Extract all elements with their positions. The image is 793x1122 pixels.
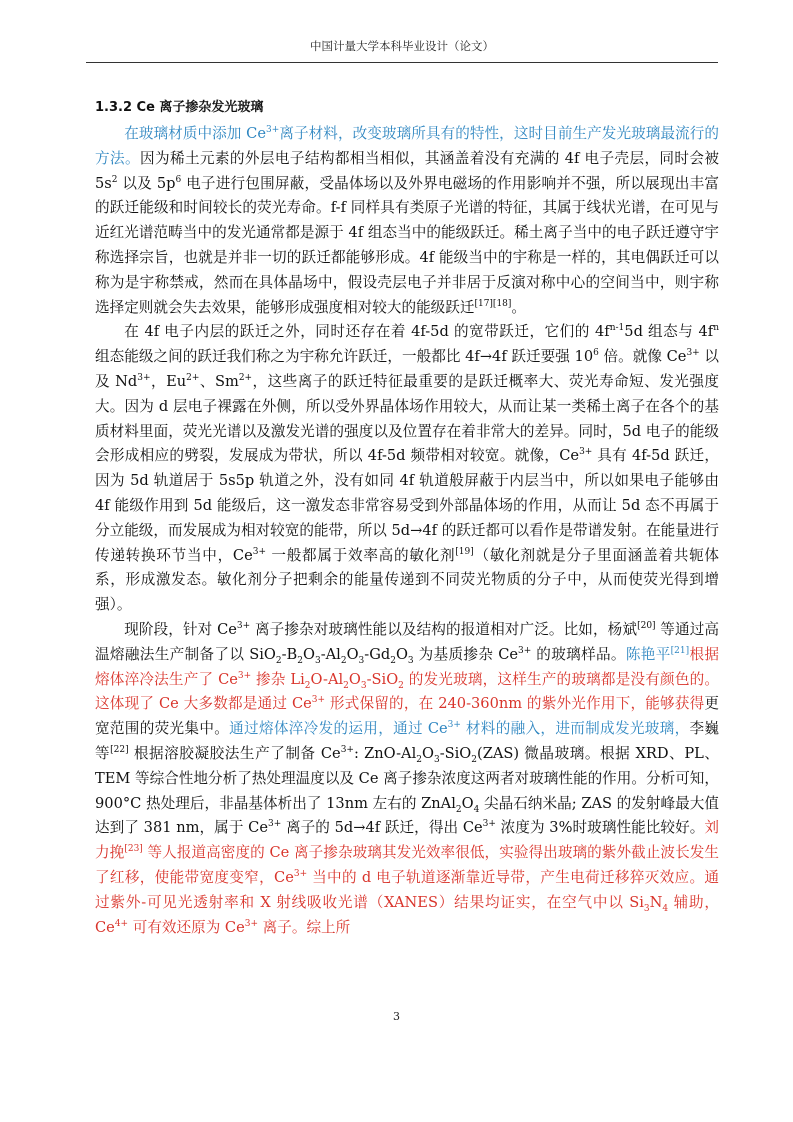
p3-s8-sub: 2	[390, 655, 396, 666]
p2-s6: ，Eu	[150, 372, 187, 390]
p3-s1: 现阶段，针对 Ce	[124, 620, 237, 638]
p3-s28-sub: 2	[455, 804, 462, 815]
p3-s31-sup: 3+	[482, 819, 496, 830]
p3-s15: O-Al	[310, 670, 344, 688]
p3-s11: 的玻璃样品。	[531, 645, 626, 663]
p1-s4-sup: 6	[175, 174, 182, 185]
p3-s18: 的发光玻璃，这样生产的玻璃都是没有颜色的。这体现了 Ce 大多数都是通过 Ce	[95, 670, 719, 713]
p3-s1-sup: 3+	[236, 621, 251, 632]
p3-s14-sub: 2	[304, 680, 311, 691]
p3-s35-sub: 3	[643, 903, 650, 914]
p3-s39: 离子。综上所	[258, 918, 351, 936]
p3-s38: 可有效还原为 Ce	[128, 918, 245, 936]
p2-s7-sup: 2+	[238, 373, 253, 384]
p2-s1: 在 4f 电子内层的跃迁之外，同时还存在着 4f-5d 的宽带跃迁，它们的 4f	[124, 323, 610, 341]
p2-s1-sup: n-1	[609, 323, 625, 334]
citation-23: [23]	[124, 844, 143, 855]
p1-s6: 。	[511, 298, 527, 316]
p2-s9: 具有 4f-5d 跃迁，因为 5d 轨道居于 5s5p 轨道之外，没有如同 4f 轨道般屏蔽于内层当中，所以如果电子能够由 4f 能级作用到 5d 能级后，这一激发态非常容易受到外部晶体场的作用，从而让 5d 态不再属于分立能级，而发展成为相对较宽的能带，所以 5d→4f 的跃迁都可以看作是带谱发射。在能量进行传递转换环节当中，Ce	[95, 447, 719, 564]
p3-s15-sub: 2	[343, 680, 349, 691]
p3-s16: O	[348, 670, 361, 688]
p2-s5: 以及 Nd	[95, 348, 719, 390]
p3-s24-sup: 3+	[340, 745, 354, 756]
p3-s27-sub: 2	[471, 754, 477, 765]
p3-s22: 材料的融入，进而制成发光玻璃，	[460, 720, 690, 738]
paragraph-1	[95, 122, 719, 320]
p3-s9-sub: 3	[407, 655, 414, 666]
p2-s10: 一般都属于效率高的敏化剂	[266, 546, 456, 564]
p3-s3-sub: 2	[275, 655, 282, 666]
p2-s8: ，这些离子的跃迁特征最重要的是跃迁概率大、荧光寿命短、发光强度大。因为 d 层电子裸露在外侧，所以受外界晶体场作用较大，从而让某一类稀土离子在各个的基质材料里面，荧光光谱以及激发光谱的强度以及位置存在着非常大的差异。同时，5d 电子的能级会形成相应的劈裂，发展成为带状，所以 4f-5d 频带相对较宽。就像，Ce	[95, 372, 719, 465]
citation-20: [20]	[637, 621, 656, 632]
p3-s27: -SiO	[439, 744, 472, 762]
p2-s4-sup: 3+	[686, 348, 700, 359]
p3-s25: : ZnO-Al	[353, 744, 417, 762]
p3-s34-sup: 3+	[293, 869, 308, 880]
p2-s6-sup: 2+	[186, 373, 200, 384]
page-header: 中国计量大学本科毕业设计（论文）	[86, 38, 718, 63]
citation-21: [21]	[670, 645, 690, 656]
p3-s4-sub: 2	[297, 655, 303, 666]
p3-s20: 更宽范围的荧光集中。	[95, 695, 719, 738]
p2-s3-sup: 6	[593, 348, 599, 359]
p3-s7: O	[346, 645, 359, 663]
p3-s13: 根据熔体淬冷法生产了 Ce	[95, 645, 719, 688]
p1-s3-sup: 2	[111, 174, 118, 185]
p3-s5: O	[303, 645, 315, 663]
p3-s21-sup: 3+	[447, 720, 461, 731]
p3-s34: 等人报道高密度的 Ce 离子掺杂玻璃其发光效率很低，实验得出玻璃的紫外截止波长发生了红移，使能带宽度变窄，Ce	[95, 844, 719, 886]
p3-s10: 为基质掺杂 Ce	[413, 645, 519, 663]
p3-s21: 通过熔体淬冷发的运用，通过 Ce	[229, 720, 448, 738]
p2-s11: （敏化剂就是分子里面涵盖着共轭体系，形成激发态。敏化剂分子把剩余的能量传递到不同荧光物质的分子中，从而使荧光得到增强）。	[95, 546, 719, 614]
p2-s8-sup: 3+	[579, 447, 593, 458]
paragraph-3	[95, 618, 719, 940]
p1-s1: 在玻璃材质中添加 Ce	[124, 125, 266, 142]
p3-s30-sup: 3+	[267, 819, 282, 830]
p3-s13-sup: 3+	[237, 670, 252, 681]
p3-s29: O	[461, 794, 474, 812]
p2-s7: 、Sm	[199, 372, 239, 390]
p3-s6-sub: 2	[340, 655, 347, 666]
p2-s2: 5d 组态与 4f	[624, 323, 714, 341]
p2-s3: 组态能级之间的跃迁我们称之为宇称允许跃迁，一般都比 4f→4f 跃迁要强 10	[95, 348, 594, 366]
p3-s26-sub: 3	[433, 754, 440, 765]
p2-s9-sup: 3+	[252, 546, 267, 557]
page-number: 3	[393, 1010, 400, 1023]
p3-s14: 掺杂 Li	[251, 670, 305, 688]
p3-s28: (ZAS) 微晶玻璃。根据 XRD、PL、TEM 等综合性地分析了热处理温度以及 Ce 离子掺杂浓度这两者对玻璃性能的作用。分析可知，900°C 热处理后，非晶基体析出了 13nm 左右的 ZnAl	[95, 744, 719, 812]
p3-s19: 形式保留的，在 240-360nm 的紫外光作用下，能够获得	[325, 695, 705, 713]
p3-s12: 陈艳平	[625, 645, 671, 663]
p3-s10-sup: 3+	[518, 645, 532, 656]
p3-s25-sub: 2	[416, 754, 422, 765]
citation-19: [19]	[455, 546, 474, 557]
p3-s23: 李巍等	[95, 720, 719, 762]
p3-s4: -B	[281, 645, 298, 663]
p2-s4: 倍。就像 Ce	[598, 348, 687, 366]
p3-s18-sup: 3+	[311, 695, 326, 706]
p2-s2-sup: n	[713, 323, 719, 334]
p1-s2: 离子材料，改变玻璃所具有的特性，这时目前生产发光玻璃最流行的方法。	[95, 125, 719, 167]
p3-s24: 根据溶胶凝胶法生产了制备 Ce	[128, 744, 341, 762]
p3-s38-sup: 3+	[244, 918, 259, 929]
citation-17-18: [17][18]	[474, 298, 512, 309]
section-title: 1.3.2 Ce 离子掺杂发光玻璃	[95, 100, 264, 115]
p3-s31: 离子的 5d→4f 跃迁，得出 Ce	[281, 819, 483, 837]
p3-s33: 刘力挽	[95, 819, 720, 862]
p3-s37-sup: 4+	[114, 918, 129, 929]
p3-s8: -Gd	[364, 645, 391, 663]
p3-s17: -SiO	[366, 670, 399, 688]
body-text	[95, 122, 719, 940]
p1-s5: 电子进行包围屏蔽，受晶体场以及外界电磁场的作用影响并不强，所以展现出丰富的跃迁能级和时间较长的荧光寿命。f-f 同样具有类原子光谱的特征，其属于线状光谱，在可见与近红光谱范畴当中的发光通常都是源于 4f 组态当中的能级跃迁。稀土离子当中的电子跃迁遵守宇称选择宗旨，也就是并非一切的跃迁都能够形成。4f 能级当中的宇称是一样的，其电偶跃迁可以称为是宇称禁戒，然而在具体晶场中，假设壳层电子并非居于反演对称中心的空间当中，则宇称选择定则就会失去效果，能够形成强度相对较大的能级跃迁	[95, 174, 719, 316]
p3-s30: 尖晶石纳米晶; ZAS 的发射峰最大值达到了 381 nm，属于 Ce	[95, 794, 719, 837]
paragraph-2	[95, 320, 719, 618]
p3-s5-sub: 3	[314, 655, 321, 666]
p3-s29-sub: 4	[473, 804, 480, 815]
p3-s2: 离子掺杂对玻璃性能以及结构的报道相对广泛。比如，杨斌	[250, 620, 638, 638]
p3-s37: 辅助，Ce	[95, 893, 720, 936]
p3-s9: O	[395, 645, 408, 663]
p3-s26: O	[422, 744, 434, 762]
p3-s3: 等通过高温熔融法生产制备了以 SiO	[95, 620, 719, 663]
citation-22: [22]	[110, 745, 129, 756]
p3-s7-sub: 3	[358, 655, 365, 666]
p3-s16-sub: 3	[360, 680, 367, 691]
p1-s1-sup: 3+	[265, 125, 280, 136]
p1-s4: 以及 5p	[117, 174, 176, 192]
p3-s32: 浓度为 3%时玻璃性能比较好。	[495, 819, 705, 837]
p3-s6: -Al	[320, 645, 341, 663]
p3-s35: 当中的 d 电子轨道逐渐靠近导带，产生电荷迁移猝灭效应。通过紫外-可见光透射率和 X 射线吸收光谱（XANES）结果均证实，在空气中以 Si	[95, 868, 719, 911]
p2-s5-sup: 3+	[137, 373, 151, 384]
p3-s36-sub: 4	[662, 903, 669, 914]
p3-s17-sub: 2	[398, 680, 404, 691]
p3-s36: N	[649, 893, 663, 911]
p1-s3: 因为稀土元素的外层电子结构都相当相似，其涵盖着没有充满的 4f 电子壳层，同时会被 5s	[95, 149, 719, 192]
